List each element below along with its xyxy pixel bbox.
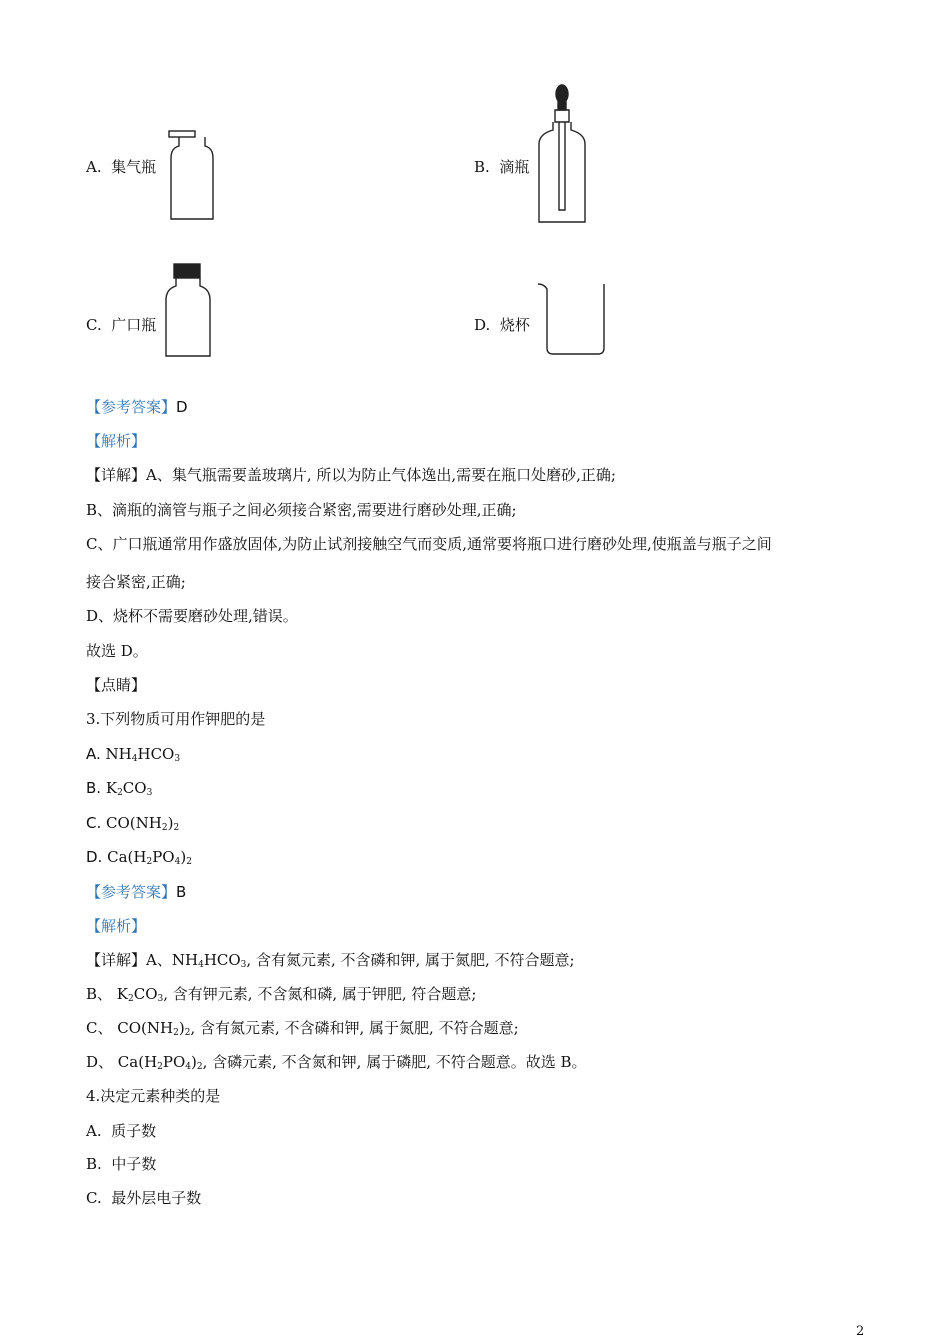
detail-label: 【详解】	[86, 951, 147, 969]
option-text: 质子数	[111, 1122, 157, 1140]
detail-label: 【详解】	[86, 466, 147, 484]
detail-text: A、集气瓶需要盖玻璃片, 所以为防止气体逸出,需要在瓶口处磨砂,正确;	[146, 466, 616, 484]
option-letter: B.	[86, 1155, 102, 1173]
q3-option-c	[86, 813, 179, 833]
gas-collecting-bottle-icon	[165, 128, 220, 223]
option-name: 烧杯	[499, 316, 530, 334]
option-letter: A.	[86, 745, 101, 763]
q3-detail-line-4: D、 $Ca(H_2PO_4)_2$, 含磷元素, 不含氮和钾, 属于磷肥, 不符合题意。故选 B。	[86, 1053, 587, 1072]
formula: $K_2CO_3$	[105, 779, 153, 798]
q3-option-d	[86, 847, 192, 867]
option-text: 中子数	[111, 1155, 157, 1173]
option-name: 集气瓶	[111, 158, 157, 176]
option-letter: D.	[474, 316, 491, 334]
page-number: 2	[856, 1324, 865, 1339]
option-letter: C.	[86, 814, 102, 832]
q3-detail-line-1: 【详解】A、$NH_4HCO_3$, 含有氮元素, 不含磷和钾, 属于氮肥, 不符合题意;	[86, 951, 575, 970]
option-name: 滴瓶	[499, 158, 530, 176]
q2-detail-line-1	[86, 465, 616, 485]
q2-answer	[86, 397, 188, 417]
beaker-icon	[536, 280, 608, 360]
q2-detail-line-5: 故选 D。	[86, 642, 148, 660]
answer-value: D	[176, 398, 188, 416]
option-a	[86, 156, 156, 177]
answer-label: 【参考答案】	[86, 883, 177, 901]
formula: $Ca(H_2PO_4)_2$	[107, 848, 192, 867]
dropper-bottle-icon	[535, 82, 590, 227]
q2-detail-line-3b: 接合紧密,正确;	[86, 573, 186, 591]
option-letter: A.	[86, 158, 102, 176]
analysis-label: 【解析】	[86, 917, 147, 935]
option-letter: C.	[86, 316, 102, 334]
option-letter: C.	[86, 1189, 102, 1207]
q3-detail-line-3: C、 $CO(NH_2)_2$, 含有氮元素, 不含磷和钾, 属于氮肥, 不符合题意;	[86, 1019, 519, 1038]
q2-detail-line-2: B、滴瓶的滴管与瓶子之间必须接合紧密,需要进行磨砂处理,正确;	[86, 501, 517, 519]
option-text: 最外层电子数	[111, 1189, 202, 1207]
option-c	[86, 314, 156, 335]
q3-detail-line-2: B、 $K_2CO_3$, 含有钾元素, 不含氮和磷, 属于钾肥, 符合题意;	[86, 985, 477, 1004]
q2-detail-line-3a: C、广口瓶通常用作盛放固体,为防止试剂接触空气而变质,通常要将瓶口进行磨砂处理,使瓶盖与瓶子之间	[86, 535, 772, 553]
q4-option-c	[86, 1188, 201, 1208]
option-letter: B.	[474, 158, 490, 176]
q4-stem: 4.决定元素种类的是	[86, 1087, 221, 1105]
wide-mouth-bottle-icon	[162, 262, 214, 360]
option-letter: D.	[86, 848, 103, 866]
option-letter: B.	[86, 779, 102, 797]
q3-option-a	[86, 744, 180, 764]
option-d	[474, 314, 530, 335]
option-b	[474, 156, 529, 177]
q4-option-b	[86, 1154, 156, 1174]
q3-answer	[86, 882, 186, 902]
q4-option-a	[86, 1121, 156, 1141]
q2-detail-line-4: D、烧杯不需要磨砂处理,错误。	[86, 607, 298, 625]
comment-label: 【点睛】	[86, 676, 147, 694]
option-letter: A.	[86, 1122, 102, 1140]
q3-stem: 3.下列物质可用作钾肥的是	[86, 710, 266, 728]
option-name: 广口瓶	[111, 316, 157, 334]
answer-label: 【参考答案】	[86, 398, 177, 416]
q3-option-b	[86, 778, 152, 798]
answer-value: B	[176, 883, 187, 901]
analysis-label: 【解析】	[86, 432, 147, 450]
formula: $CO(NH_2)_2$	[106, 814, 180, 833]
formula: $NH_4HCO_3$	[105, 745, 181, 764]
